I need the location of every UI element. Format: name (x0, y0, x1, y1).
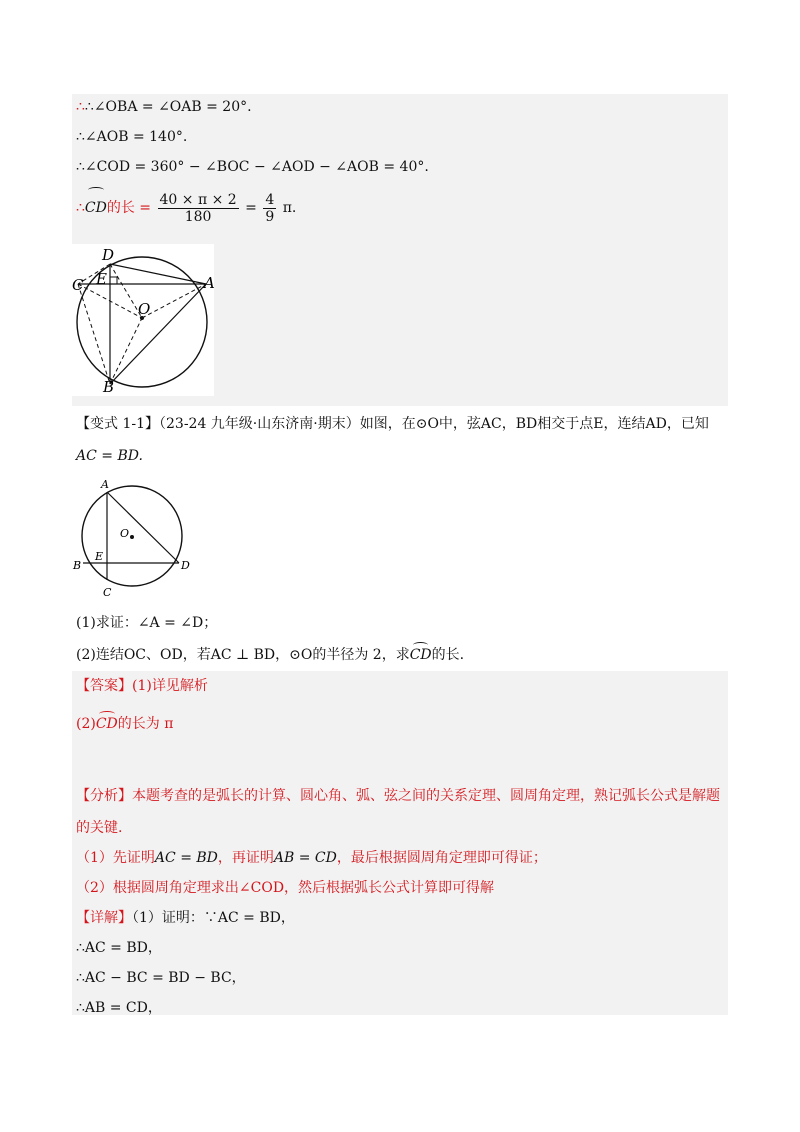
step-arc-length: ∴CD的长 = $\frac{40 \times \pi \times 2}{180}$ = $\frac{4}{9}$ π. (76, 191, 297, 225)
label-A2: A (101, 478, 109, 491)
label-C2: C (103, 586, 112, 599)
step-obA: ∴∴∠OBA = ∠OAB = 20°. (76, 99, 252, 115)
answer-line-1: 【答案】(1)详见解析 (76, 678, 208, 694)
variant-problem-line1: 【变式 1-1】（23-24 九年级·山东济南·期末）如图，在⊙O中，弦AC，BD相交于点E，连结AD，已知 (76, 416, 709, 432)
fraction-arc-formula: $\frac{40 \times \pi \times 2}{180}$ (159, 191, 237, 225)
detail-line-1: 【详解】（1）证明：∵AC = BD， (76, 910, 295, 926)
detail-line-4: ∴AB = CD， (76, 1000, 162, 1016)
question-1: (1)求证：∠A = ∠D； (76, 615, 218, 631)
label-B2: B (73, 559, 82, 572)
analysis-line-1: 【分析】本题考查的是弧长的计算、圆心角、弧、弦之间的关系定理、圆周角定理，熟记弧长公式是解题 (76, 788, 720, 804)
fraction-four-ninths: $\frac{4}{9}$ (265, 191, 275, 225)
label-E: E (96, 270, 107, 288)
variant-problem-line2: AC = BD. (76, 448, 143, 464)
step-aob: ∴∠AOB = 140°. (76, 129, 188, 145)
label-E2: E (95, 550, 104, 563)
figure-circle-2 (70, 476, 194, 600)
detail-line-3: ∴AC − BC = BD − BC， (76, 970, 246, 986)
label-O: O (138, 300, 151, 318)
step-cod: ∴∠COD = 360° − ∠BOC − ∠AOD − ∠AOB = 40°. (76, 159, 429, 175)
label-D2: D (181, 559, 190, 572)
label-O2: O (120, 527, 130, 540)
question-2: (2)连结OC、OD，若AC ⊥ BD，⊙O的半径为 2，求CD的长. (76, 647, 465, 663)
label-D: D (102, 246, 115, 264)
answer-line-2: (2)CD的长为 π (76, 716, 174, 732)
label-B: B (103, 378, 115, 396)
analysis-line-3: （1）先证明AC = BD，再证明AB = CD，最后根据圆周角定理即可得证； (76, 850, 547, 866)
analysis-line-2: 的关键. (76, 820, 123, 836)
analysis-line-4: （2）根据圆周角定理求出∠COD，然后根据弧长公式计算即可得解 (76, 880, 495, 896)
label-C: C (72, 276, 84, 294)
figure-circle-1 (72, 244, 214, 396)
label-A: A (204, 274, 214, 292)
detail-line-2: ∴AC = BD， (76, 940, 162, 956)
